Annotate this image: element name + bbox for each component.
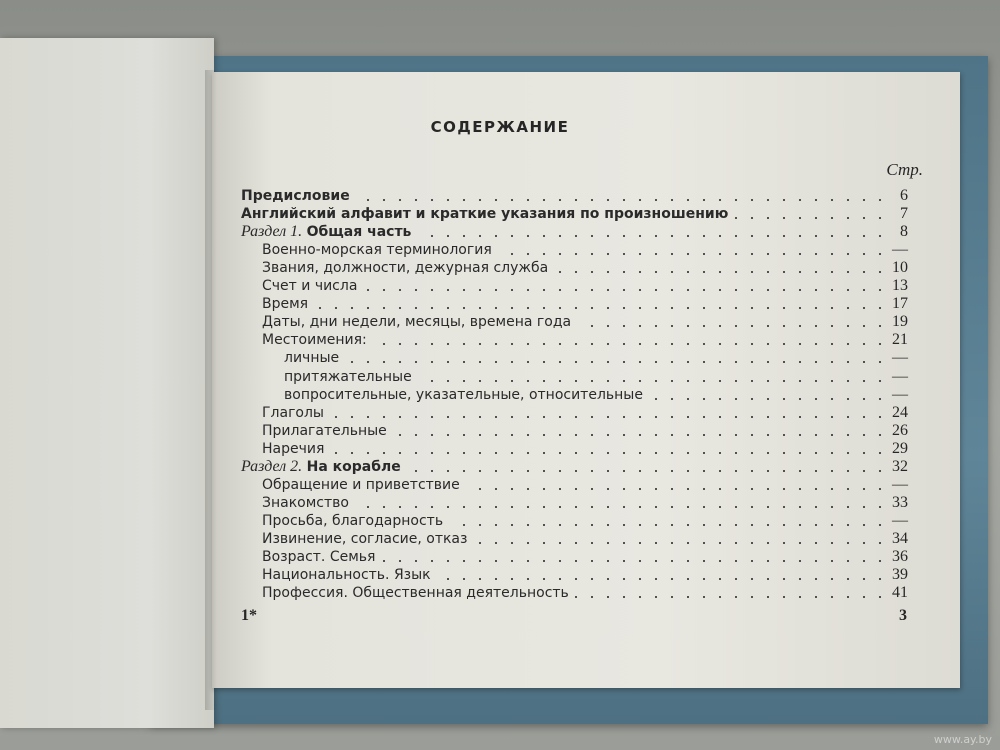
toc-leader-dots	[373, 343, 888, 345]
toc-leader-dots	[330, 416, 888, 418]
toc-label: Военно-морская терминология	[262, 242, 492, 259]
toc-label: Звания, должности, дежурная служба	[262, 260, 549, 277]
toc-leader-dots	[449, 524, 888, 526]
toc-label: Счет и числа	[262, 278, 358, 295]
toc-entry	[262, 277, 357, 295]
toc-leader-dots	[577, 325, 888, 327]
toc-row	[0, 223, 1000, 241]
toc-label: Время	[262, 296, 309, 313]
toc-row	[0, 205, 1000, 223]
toc-leader-dots	[393, 434, 888, 436]
toc-page-number: 41	[892, 584, 908, 602]
toc-entry	[262, 548, 375, 566]
toc-row	[0, 313, 1000, 331]
toc-row	[0, 259, 1000, 277]
toc-leader-dots	[575, 596, 888, 598]
toc-label: Общая часть	[306, 224, 412, 241]
toc-label: Обращение и приветствие	[262, 476, 460, 493]
toc-entry	[262, 440, 324, 458]
toc-entry	[262, 476, 460, 494]
toc-entry	[262, 512, 443, 530]
toc-page-number: 33	[892, 493, 908, 511]
toc-entry	[262, 422, 387, 440]
toc-row	[0, 331, 1000, 349]
toc-leader-dots	[330, 452, 888, 454]
toc-page-number: 24	[892, 403, 908, 421]
toc-entry	[284, 349, 339, 367]
toc-row	[0, 440, 1000, 458]
toc-section-number: Раздел 1.	[241, 223, 303, 241]
toc-page-number: 10	[892, 259, 908, 277]
toc-leader-dots	[314, 307, 888, 309]
toc-page-number: 8	[900, 223, 908, 241]
toc-entry	[262, 295, 308, 313]
toc-entry	[262, 530, 467, 548]
toc-page-number: 13	[892, 277, 908, 295]
watermark: www.ay.by	[933, 733, 992, 746]
signature-mark: 1*	[241, 607, 257, 624]
toc-row	[0, 512, 1000, 530]
toc-label: Местоимения:	[262, 332, 367, 349]
toc-page-number: 21	[892, 331, 908, 349]
toc-entry	[262, 494, 349, 512]
toc-row	[0, 368, 1000, 386]
toc-page-number: 36	[892, 548, 908, 565]
toc-row	[0, 584, 1000, 602]
toc-label: Знакомство	[262, 494, 349, 511]
toc-page-number: —	[892, 385, 908, 403]
toc-entry	[241, 205, 728, 223]
toc-leader-dots	[498, 253, 888, 255]
toc-entry	[241, 187, 350, 205]
toc-entry	[262, 259, 548, 277]
toc-label: Глаголы	[262, 404, 324, 421]
toc-leader-dots	[473, 542, 888, 544]
toc-leader-dots	[649, 398, 888, 400]
toc-row	[0, 548, 1000, 566]
toc-leader-dots	[466, 488, 888, 490]
toc-entry	[241, 223, 411, 241]
toc-row	[0, 386, 1000, 404]
toc-label: Профессия. Общественная деятельность	[262, 585, 569, 602]
toc-page-number: 6	[900, 187, 908, 204]
toc-page-number: —	[892, 475, 908, 493]
toc-row	[0, 295, 1000, 313]
toc-page-number: 17	[892, 295, 908, 313]
toc-entry	[284, 368, 412, 386]
toc-row	[0, 458, 1000, 476]
page-column-header: Стр.	[886, 160, 923, 179]
toc-leader-dots	[363, 289, 888, 291]
toc-entry	[284, 386, 643, 404]
toc-leader-dots	[734, 217, 888, 219]
toc-label: Возраст. Семья	[262, 549, 376, 565]
toc-label: Извинение, согласие, отказ	[262, 530, 468, 547]
toc-row	[0, 277, 1000, 295]
toc-label: Английский алфавит и краткие указания по произношению	[241, 206, 729, 223]
toc-label: Прилагательные	[262, 422, 387, 439]
toc-row	[0, 494, 1000, 512]
toc-row	[0, 404, 1000, 422]
toc-label: личные	[284, 350, 340, 367]
toc-page-number: 7	[900, 205, 908, 223]
toc-page-number: 32	[892, 457, 908, 475]
toc-leader-dots	[554, 271, 888, 273]
toc-entry	[262, 313, 571, 331]
toc-label: Предисловие	[241, 188, 350, 204]
toc-entry	[262, 404, 324, 422]
toc-entry	[262, 241, 492, 259]
toc-row	[0, 349, 1000, 367]
toc-leader-dots	[418, 380, 888, 382]
toc-entry	[262, 566, 431, 584]
toc-row	[0, 476, 1000, 494]
toc-row	[0, 187, 1000, 205]
toc-page-number: —	[892, 349, 908, 367]
toc-row	[0, 566, 1000, 584]
toc-label: Наречия	[262, 440, 325, 457]
toc-section-number: Раздел 2.	[241, 457, 303, 475]
toc-leader-dots	[417, 235, 888, 237]
toc-leader-dots	[407, 470, 888, 472]
toc-leader-dots	[437, 578, 888, 580]
toc-leader-dots	[345, 361, 888, 363]
toc-entry	[262, 584, 569, 602]
toc-row	[0, 241, 1000, 259]
toc-label: Даты, дни недели, месяцы, времена года	[262, 314, 572, 331]
toc-label: На корабле	[306, 458, 401, 475]
toc-entry	[241, 458, 401, 476]
toc-page-number: 39	[892, 566, 908, 584]
toc-page-number: —	[892, 367, 908, 385]
toc-label: Просьба, благодарность	[262, 512, 444, 529]
toc-row	[0, 530, 1000, 548]
toc-page-number: 29	[892, 439, 908, 457]
page-number: 3	[899, 607, 907, 624]
toc-label: Национальность. Язык	[262, 567, 431, 584]
toc-page-number: —	[892, 241, 908, 259]
toc-leader-dots	[381, 560, 888, 562]
contents-title: СОДЕРЖАНИЕ	[430, 118, 570, 136]
toc-page-number: 19	[892, 313, 908, 331]
toc-leader-dots	[356, 199, 888, 201]
toc-leader-dots	[355, 506, 888, 508]
toc-label: притяжательные	[284, 368, 412, 385]
toc-page-number: 26	[892, 421, 908, 439]
toc-page-number: 34	[892, 529, 908, 547]
toc-page-number: —	[892, 511, 908, 529]
toc-row	[0, 422, 1000, 440]
toc-entry	[262, 331, 367, 349]
toc-label: вопросительные, указательные, относительные	[284, 386, 643, 403]
